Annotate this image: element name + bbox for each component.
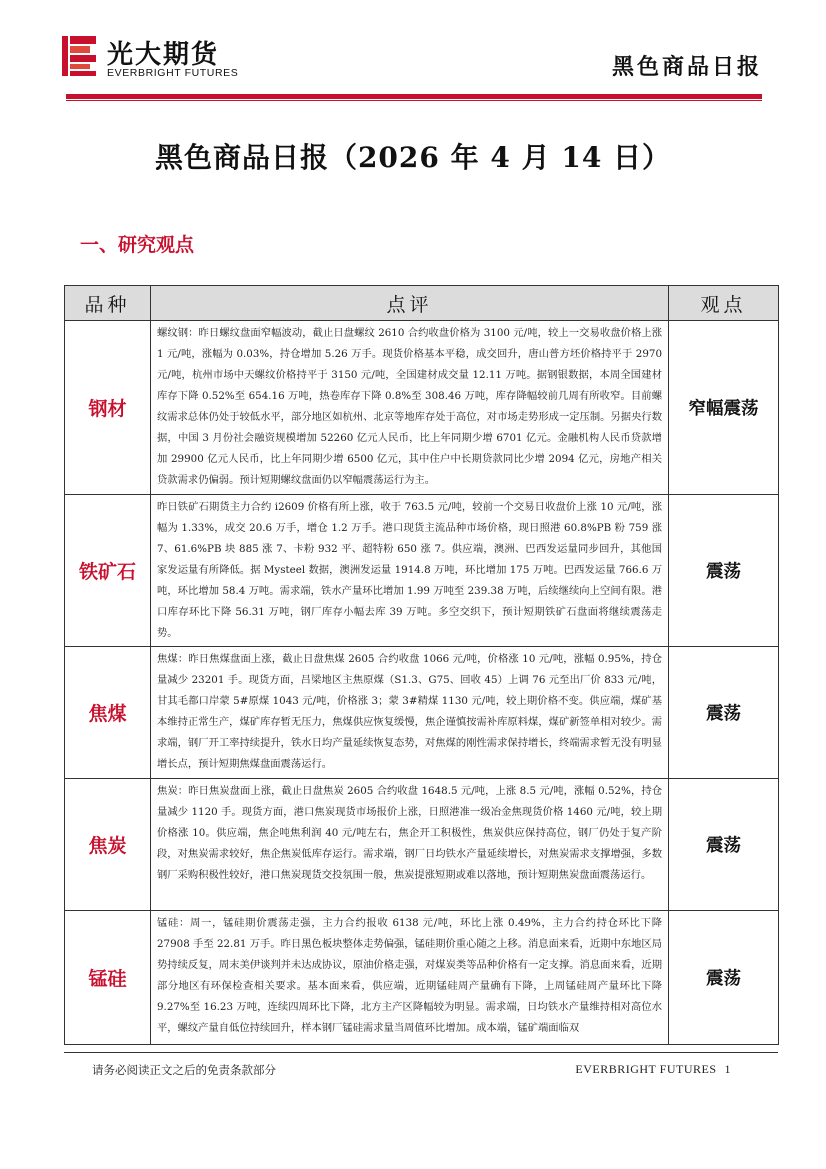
table-row <box>65 321 779 495</box>
variety-cell: 焦煤 <box>65 647 151 779</box>
column-header-variety: 品种 <box>65 286 151 321</box>
column-header-view: 观点 <box>669 286 779 321</box>
comment-cell: 焦炭：昨日焦炭盘面上涨，截止日盘焦炭 2605 合约收盘 1648.5 元/吨，上涨 8.5 元/吨，涨幅 0.52%，持仓量减少 1120 手。现货方面，港口焦炭现货市场报价上涨，日照港准一级冶金焦现货价格 1460 元/吨，较上期价格涨 10。供应端，焦企吨焦利润 40 元/吨左右，焦企开工积极性，焦炭供应保持高位，钢厂仍处于复产阶段，对焦炭需求较好，焦企焦炭低库存运行。需求端，钢厂日均铁水产量延续增长，对焦炭需求支撑增强，多数钢厂采购积极性较好，港口焦炭现货交投氛围一般，焦炭提涨短期或难以落地，预计短期焦炭盘面震荡运行。 <box>151 779 669 911</box>
logo-english-name: EVERBRIGHT FUTURES <box>107 67 239 79</box>
footer-divider <box>64 1052 778 1053</box>
comment-cell: 螺纹钢：昨日螺纹盘面窄幅波动，截止日盘螺纹 2610 合约收盘价格为 3100 元/吨，较上一交易收盘价格上涨 1 元/吨，涨幅为 0.03%，持仓增加 5.26 万手。现货价格基本平稳，成交回升，唐山普方坯价格持平于 2970 元/吨，杭州市场中天螺纹价格持平于 3150 元/吨，全国建材成交量 12.11 万吨。据钢银数据，本周全国建材库存下降 0.52%至 654.16 万吨，热卷库存下降 0.8%至 308.46 万吨，库存降幅较前几周有所收窄。目前螺纹需求总体仍处于较低水平，部分地区如杭州、北京等地库存处于高位，对市场走势形成一定压制。另据央行数据，中国 3 月份社会融资规模增加 52260 亿元人民币，比上年同期少增 6701 亿元。金融机构人民币贷款增加 29900 亿元人民币，比上年同期少增 6500 亿元，其中住户中长期贷款同比少增 2094 亿元，房地产相关贷款需求仍偏弱。预计短期螺纹盘面仍以窄幅震荡运行为主。 <box>151 321 669 495</box>
comment-cell: 锰硅：周一，锰硅期价震荡走强，主力合约报收 6138 元/吨，环比上涨 0.49%，主力合约持仓环比下降 27908 手至 22.81 万手。昨日黑色板块整体走势偏强，锰硅期价重心随之上移。消息面来看，近期中东地区局势持续反复，周末美伊谈判并未达成协议，原油价格走强，对煤炭类等品种价格有一定支撑。消息面来看，近期部分地区有环保检查相关要求。基本面来看，供应端，近期锰硅周产量确有下降，上周锰硅周产量环比下降 9.27%至 16.23 万吨，连续四周环比下降，北方主产区降幅较为明显。需求端，日均铁水产量维持相对高位水平，螺纹产量自低位持续回升，样本钢厂锰硅需求量当周值环比增加。成本端，锰矿端面临双 <box>151 911 669 1045</box>
comment-cell: 昨日铁矿石期货主力合约 i2609 价格有所上涨，收于 763.5 元/吨，较前一个交易日收盘价上涨 10 元/吨，涨幅为 1.33%，成交 20.6 万手，增仓 1.2 万手。港口现货主流品种市场价格，现日照港 60.8%PB 粉 759 涨 7、61.6%PB 块 885 涨 7、卡粉 932 平、超特粉 650 涨 7。供应端，澳洲、巴西发运量同步回升，其他国家发运量有所降低。据 Mysteel 数据，澳洲发运量 1914.8 万吨，环比增加 175 万吨。巴西发运量 766.6 万吨，环比增加 58.4 万吨。需求端，铁水产量环比增加 1.99 万吨至 239.38 万吨，后续继续向上空间有限。港口库存环比下降 56.31 万吨，钢厂库存小幅去库 39 万吨。多空交织下，预计短期铁矿石盘面将继续震荡走势。 <box>151 495 669 647</box>
table-header-row <box>65 286 779 321</box>
table-row <box>65 779 779 911</box>
footer-brand-name: EVERBRIGHT FUTURES <box>575 1062 717 1076</box>
footer-brand <box>567 1062 731 1077</box>
document-title: 黑色商品日报（2026 年 4 月 14 日） <box>154 141 672 174</box>
variety-cell: 钢材 <box>65 321 151 495</box>
variety-cell: 锰硅 <box>65 911 151 1045</box>
header-divider <box>66 94 762 99</box>
table-row <box>65 911 779 1045</box>
research-views-table <box>64 285 779 1045</box>
header-divider-thin <box>66 100 762 101</box>
comment-cell: 焦煤：昨日焦煤盘面上涨，截止日盘焦煤 2605 合约收盘 1066 元/吨，价格涨 10 元/吨，涨幅 0.95%，持仓量减少 23201 手。现货方面，吕梁地区主焦原煤（S1.3、G75、回收 45）上调 76 元至出厂价 833 元/吨，甘其毛都口岸蒙 5#原煤 1043 元/吨，价格涨 3；蒙 3#精煤 1130 元/吨，较上期价格不变。供应端，煤矿基本维持正常生产，煤矿库存暂无压力，焦煤供应恢复缓慢，焦企谨慎按需补库原料煤，煤矿新签单相对较少。需求端，钢厂开工率持续提升，铁水日均产量延续恢复态势，对焦煤的刚性需求保持增长，终端需求暂无没有明显增长点，预计短期焦煤盘面震荡运行。 <box>151 647 669 779</box>
variety-cell: 焦炭 <box>65 779 151 911</box>
view-cell: 窄幅震荡 <box>669 321 779 495</box>
table-row <box>65 647 779 779</box>
report-type-label: 黑色商品日报 <box>611 55 762 80</box>
page-header <box>62 30 762 92</box>
column-header-comment: 点评 <box>151 286 669 321</box>
view-cell: 震荡 <box>669 495 779 647</box>
everbright-logo-icon <box>62 36 96 76</box>
view-cell: 震荡 <box>669 779 779 911</box>
page-number: 1 <box>724 1062 731 1076</box>
variety-cell: 铁矿石 <box>65 495 151 647</box>
table-row <box>65 495 779 647</box>
section-heading: 一、研究观点 <box>80 234 195 256</box>
disclaimer-note: 请务必阅读正文之后的免责条款部分 <box>92 1063 276 1077</box>
logo-chinese-name: 光大期货 <box>107 40 220 70</box>
view-cell: 震荡 <box>669 911 779 1045</box>
view-cell: 震荡 <box>669 647 779 779</box>
